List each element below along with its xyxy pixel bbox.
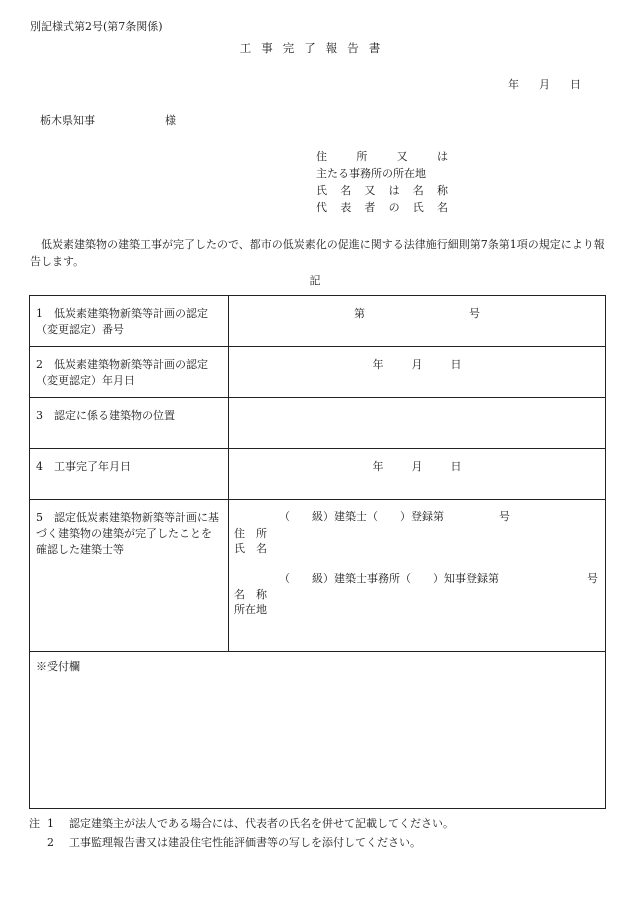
table-row: [30, 347, 606, 398]
value-label: 年: [372, 358, 384, 371]
receipt-label: ※受付欄: [36, 660, 80, 673]
note-item: [29, 814, 454, 833]
completion-date-field[interactable]: [229, 449, 606, 500]
note-number: 2: [47, 836, 54, 850]
note-text: 工事監理報告書又は建設住宅性能評価書等の写しを添付してください。: [69, 836, 421, 850]
char: 氏: [412, 201, 424, 214]
ki-heading: 記: [309, 274, 321, 287]
applicant-representative-label: [316, 201, 448, 218]
value-label: 第: [354, 307, 365, 320]
report-table: [29, 295, 606, 809]
char: 者: [364, 201, 376, 214]
table-row: [30, 296, 606, 347]
architect-field[interactable]: [229, 500, 606, 652]
date-day-label: 日: [570, 78, 581, 91]
cert-date-field[interactable]: [229, 347, 606, 398]
report-date: [508, 78, 581, 92]
cert-number-label: 1 低炭素建築物新築等計画の認定（変更認定）番号: [30, 296, 229, 347]
table-row: [30, 652, 606, 809]
report-statement: 低炭素建築物の建築工事が完了したので、都市の低炭素化の促進に関する法律施行細則第7条第1項の規定により報告します。: [30, 238, 605, 269]
applicant-office-label: [316, 167, 448, 184]
note-text: 認定建築主が法人である場合には、代表者の氏名を併せて記載してください。: [69, 817, 454, 830]
char: 名: [436, 201, 448, 214]
applicant-address-label: [316, 150, 448, 167]
char: 名: [340, 184, 352, 197]
date-year-label: 年: [508, 78, 519, 91]
applicant-block: [316, 150, 448, 218]
table-row: [30, 449, 606, 500]
cert-date-label: 2 低炭素建築物新築等計画の認定（変更認定）年月日: [30, 347, 229, 398]
table-row: [30, 500, 606, 652]
cert-number-field[interactable]: [229, 296, 606, 347]
building-location-label: 3 認定に係る建築物の位置: [30, 398, 229, 449]
addressee-name: 栃木県知事: [40, 114, 95, 127]
note-item: [29, 833, 454, 852]
architect-name-label: 氏 名: [234, 542, 267, 555]
value-label: 日: [450, 358, 462, 371]
notes-lead: 注: [29, 817, 40, 830]
char: 又: [364, 184, 376, 197]
date-month-label: 月: [539, 78, 550, 91]
completion-date-label: 4 工事完了年月日: [30, 449, 229, 500]
addressee: [40, 114, 176, 128]
notes: [29, 814, 454, 853]
value-label: 号: [469, 307, 480, 320]
char: 主たる事務所の所在地: [316, 167, 426, 180]
architect-registration: （ 級）建築士（ ）登録第 号: [279, 510, 510, 523]
architect-address-label: 住 所: [234, 527, 267, 540]
form-id: 別記様式第2号(第7条関係): [30, 20, 163, 33]
char: は: [436, 150, 448, 163]
value-label: 月: [411, 460, 423, 473]
table-row: [30, 398, 606, 449]
char: 所: [356, 150, 368, 163]
office-address-label: 所在地: [234, 603, 267, 616]
char: 氏: [316, 184, 327, 197]
char: 代: [316, 201, 327, 214]
value-label: 日: [450, 460, 462, 473]
value-label: 月: [411, 358, 423, 371]
value-label: 年: [372, 460, 384, 473]
char: 又: [396, 150, 408, 163]
char: 名: [412, 184, 424, 197]
building-location-field[interactable]: [229, 398, 606, 449]
document-title: 工事完了報告書: [239, 41, 391, 55]
office-name-label: 名 称: [234, 588, 267, 601]
architect-label: 5 認定低炭素建築物新築等計画に基づく建築物の建築が完了したことを確認した建築士等: [30, 500, 229, 652]
office-registration: （ 級）建築士事務所（ ）知事登録第 号: [279, 572, 598, 585]
char: 称: [436, 184, 448, 197]
char: は: [388, 184, 400, 197]
char: 住: [316, 150, 327, 163]
note-number: 1: [47, 817, 54, 830]
addressee-honorific: 様: [165, 114, 176, 127]
receipt-field[interactable]: [30, 652, 606, 809]
char: 表: [340, 201, 352, 214]
char: の: [388, 201, 400, 214]
applicant-name-label: [316, 184, 448, 201]
